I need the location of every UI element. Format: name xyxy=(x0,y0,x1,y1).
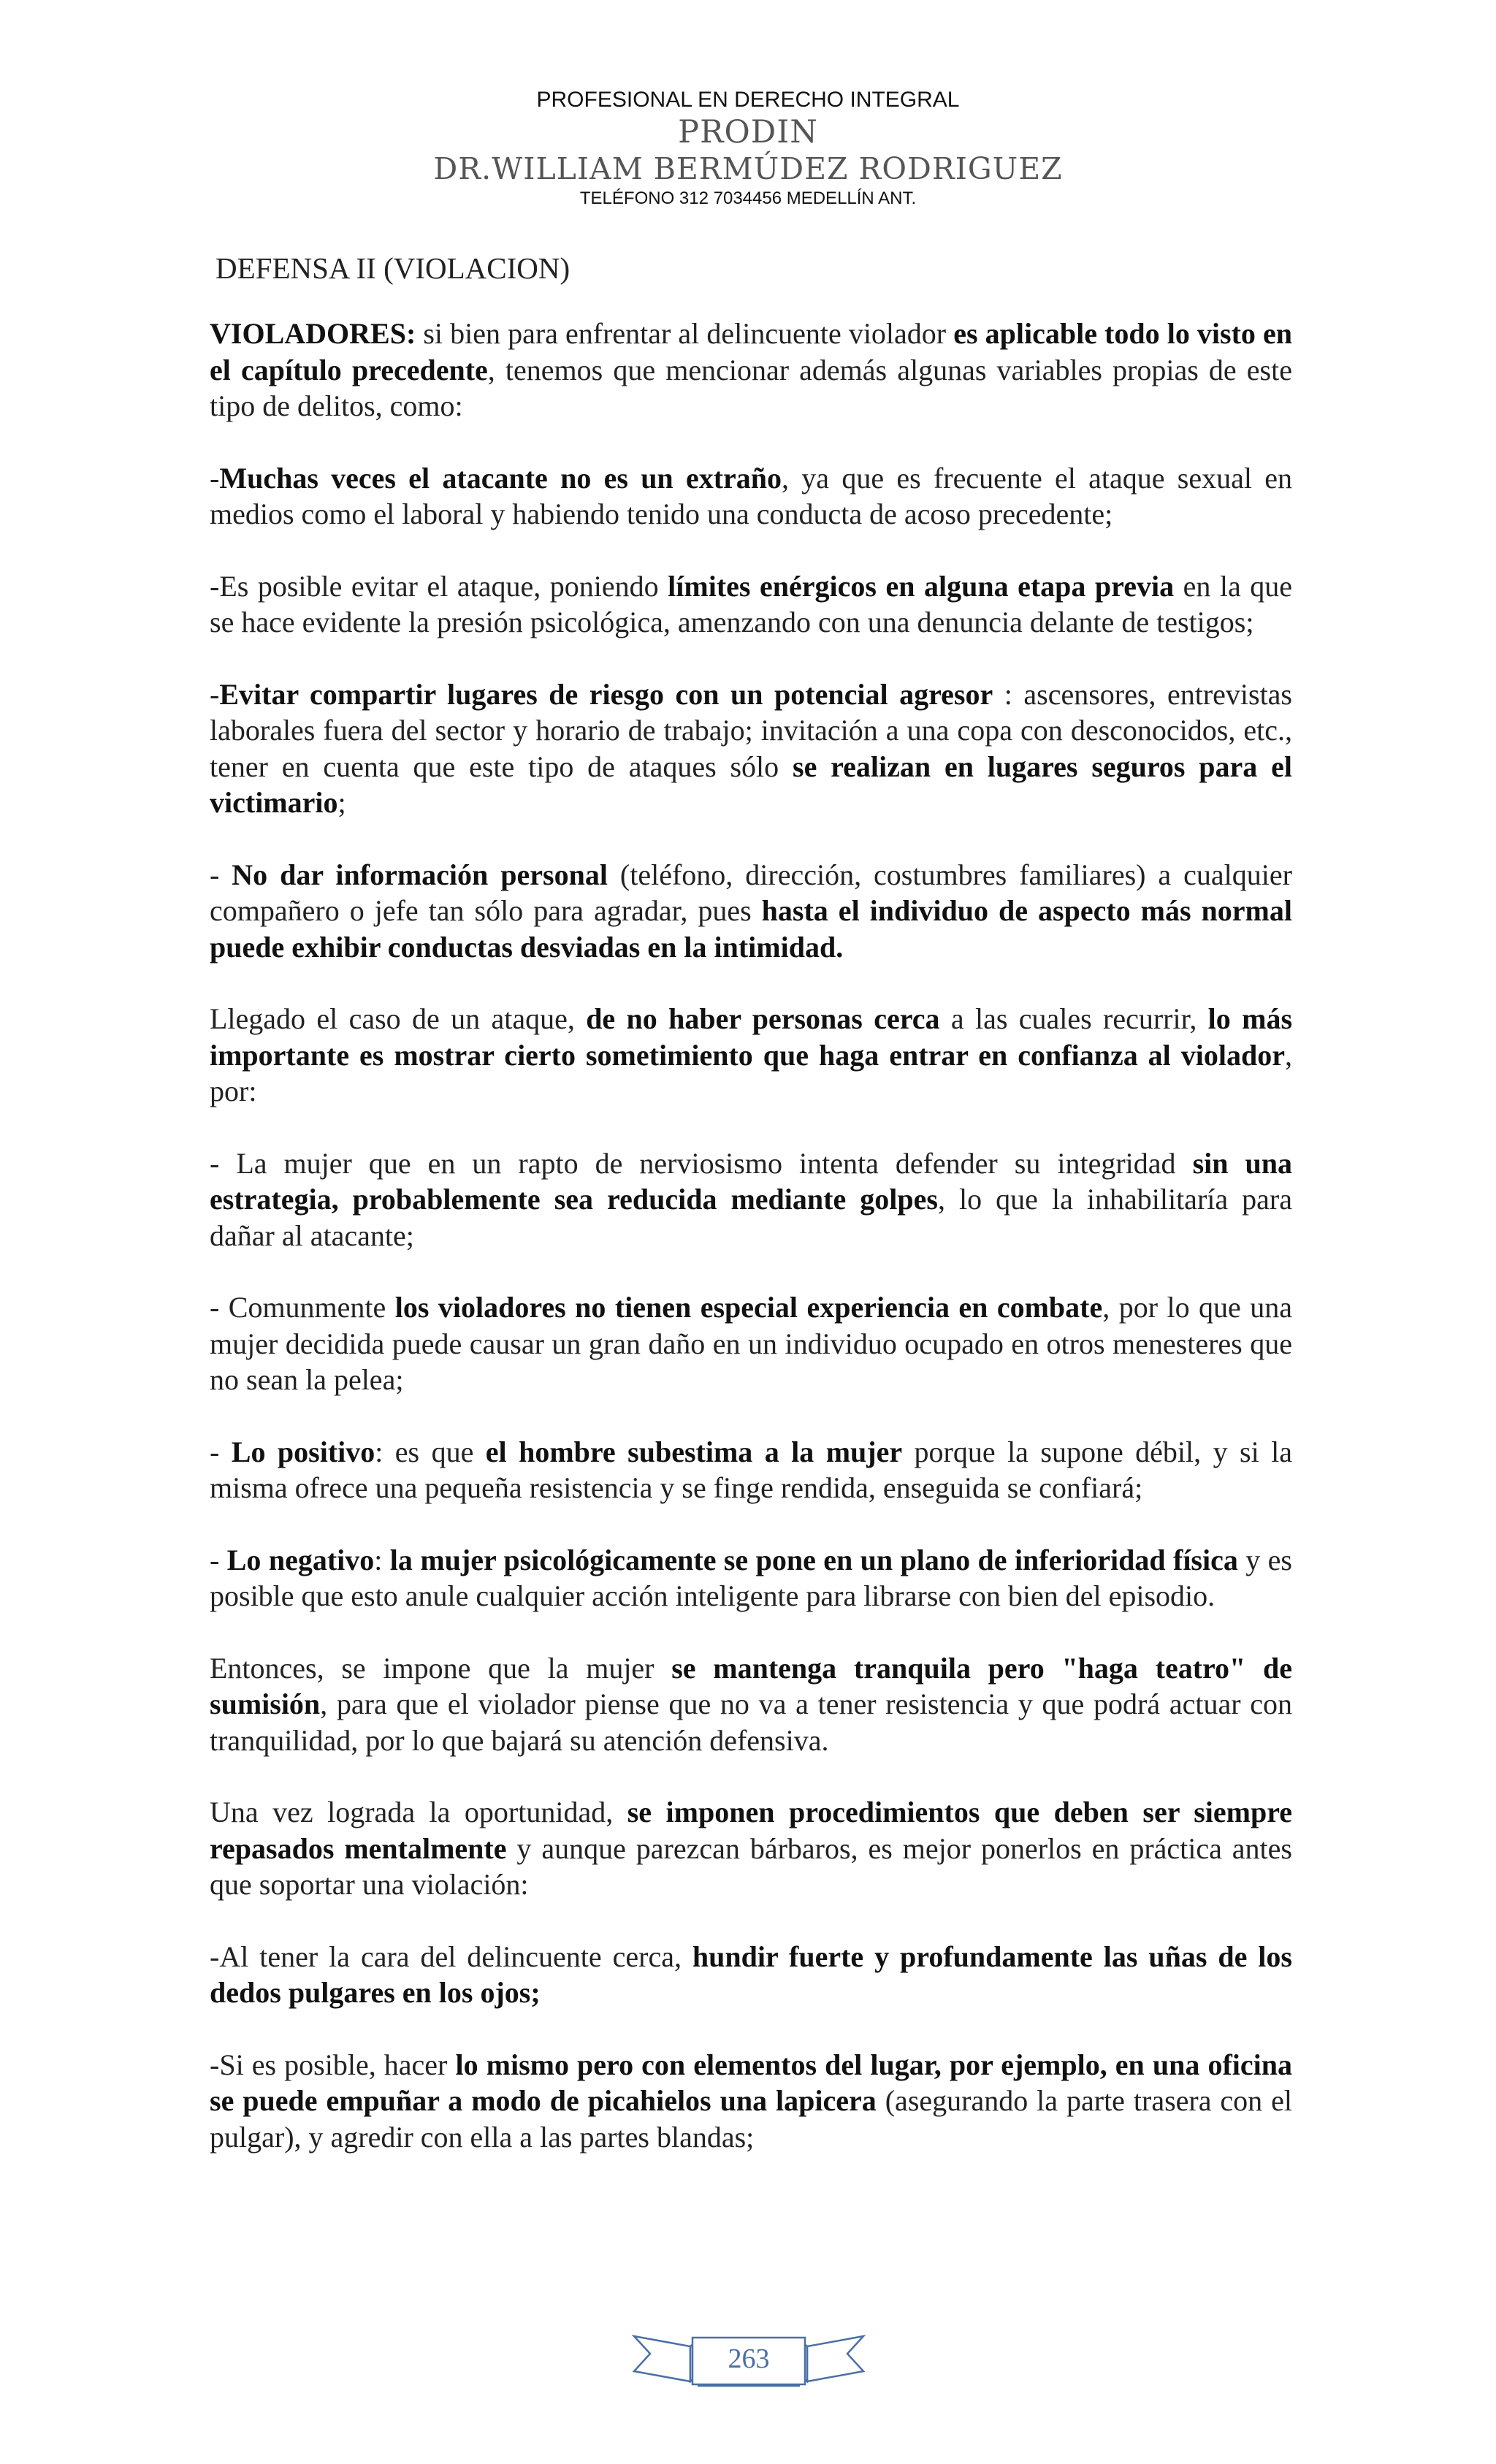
paragraph xyxy=(210,1650,1292,1759)
paragraph xyxy=(210,676,1292,821)
text-run: - xyxy=(210,677,220,711)
text-run: : xyxy=(374,1543,390,1576)
text-run: - Comunmente xyxy=(210,1291,395,1324)
section-title: DEFENSA II (VIOLACION) xyxy=(215,251,570,285)
paragraph xyxy=(210,1794,1292,1903)
text-run: Entonces, se impone que la mujer xyxy=(210,1651,672,1685)
paragraph xyxy=(210,1434,1292,1506)
bold-text: VIOLADORES: xyxy=(210,317,416,350)
document-body xyxy=(210,316,1292,2191)
text-run: (teléfono, dirección, costumbres familiares) a cualquier compañero o jefe tan sólo para agradar, pues xyxy=(210,858,1292,927)
bold-text: Muchas veces el atacante no es un extraño xyxy=(219,461,782,495)
text-run: , ya que es frecuente el ataque sexual en medios como el laboral y habiendo tenido una conducta de acoso precedente; xyxy=(210,461,1292,530)
bold-text: hundir fuerte y profundamente las uñas de los dedos pulgares en los ojos; xyxy=(210,1939,1292,2009)
bold-text: No dar información personal xyxy=(232,858,608,891)
header-author-name: DR.WILLIAM BERMÚDEZ RODRIGUEZ xyxy=(433,151,1063,186)
bold-text: Evitar compartir lugares de riesgo con un potencial agresor xyxy=(219,677,993,711)
paragraph xyxy=(210,1145,1292,1254)
bold-text: límites enérgicos en alguna etapa previa xyxy=(668,569,1175,603)
paragraph xyxy=(210,2047,1292,2156)
bold-text: hasta el individuo de aspecto más normal puede exhibir conductas desviadas en la intimidad. xyxy=(210,894,1292,964)
bold-text: se realizan en lugares seguros para el victimario xyxy=(210,750,1292,819)
bold-text: lo mismo pero con elementos del lugar, por ejemplo, en una oficina se puede empuñar a modo de picahielos una lapicera xyxy=(210,2048,1292,2117)
bold-text: el hombre subestima a la mujer xyxy=(485,1435,903,1468)
text-run: - La mujer que en un rapto de nerviosismo intenta defender su integridad xyxy=(210,1146,1193,1180)
text-run: , para que el violador piense que no va a tener resistencia y que podrá actuar con tranquilidad, por lo que bajará su atención defensiva. xyxy=(210,1687,1292,1757)
bold-text: se imponen procedimientos que deben ser siempre repasados mentalmente xyxy=(210,1796,1292,1865)
text-run: , lo que la inhabilitaría para dañar al atacante; xyxy=(210,1183,1292,1252)
paragraph xyxy=(210,1939,1292,2011)
paragraph xyxy=(210,568,1292,641)
paragraph xyxy=(210,1001,1292,1110)
header-firm-name: PROFESIONAL EN DERECHO INTEGRAL xyxy=(536,88,960,112)
page-header xyxy=(0,86,1496,210)
text-run: ; xyxy=(337,786,346,819)
text-run: , por: xyxy=(210,1038,1292,1107)
bold-text: de no haber personas cerca xyxy=(586,1002,940,1035)
text-run: , por lo que una mujer decidida puede causar un gran daño en un individuo ocupado en otros menesteres que no sean la pelea; xyxy=(210,1291,1292,1396)
text-run: Llegado el caso de un ataque, xyxy=(210,1002,587,1035)
text-run: (asegurando la parte trasera con el pulgar), y agredir con ella a las partes blandas; xyxy=(210,2084,1293,2154)
bold-text: la mujer psicológicamente se pone en un plano de inferioridad física xyxy=(389,1543,1238,1576)
text-run: a las cuales recurrir, xyxy=(939,1002,1208,1035)
text-run: -Es posible evitar el ataque, poniendo xyxy=(210,569,668,603)
page-number: 263 xyxy=(728,2343,770,2374)
text-run: , tenemos que mencionar además algunas variables propias de este tipo de delitos, como: xyxy=(210,353,1292,422)
bold-text: Lo positivo xyxy=(231,1435,375,1468)
paragraph xyxy=(210,857,1292,966)
paragraph xyxy=(210,1289,1292,1398)
text-run: -Si es posible, hacer xyxy=(210,2048,456,2081)
text-run: en la que se hace evidente la presión psicológica, amenzando con una denuncia delante de testigos; xyxy=(210,569,1293,638)
bold-text: los violadores no tienen especial experiencia en combate xyxy=(394,1291,1103,1324)
paragraph xyxy=(210,1542,1292,1614)
text-run: -Al tener la cara del delincuente cerca, xyxy=(210,1939,692,1973)
text-run: : es que xyxy=(375,1435,486,1468)
text-run: si bien para enfrentar al delincuente violador xyxy=(416,317,954,350)
text-run: : ascensores, entrevistas laborales fuera del sector y horario de trabajo; invitación a una copa con desconocidos, etc., tener en cuenta que este tipo de ataques sólo xyxy=(210,677,1293,783)
text-run: - xyxy=(210,1543,227,1576)
bold-text: lo más importante es mostrar cierto sometimiento que haga entrar en confianza al violador xyxy=(210,1002,1293,1072)
bold-text: es aplicable todo lo visto en el capítulo precedente xyxy=(210,317,1293,386)
paragraph xyxy=(210,460,1292,533)
page-number-banner xyxy=(628,2324,869,2398)
text-run: y aunque parezcan bárbaros, es mejor ponerlos en práctica antes que soportar una violación: xyxy=(210,1831,1292,1901)
text-run: y es posible que esto anule cualquier acción inteligente para librarse con bien del episodio. xyxy=(210,1543,1293,1612)
text-run: - xyxy=(210,1435,232,1468)
text-run: porque la supone débil, y si la misma ofrece una pequeña resistencia y se finge rendida, enseguida se confiará; xyxy=(210,1435,1292,1504)
text-run: - xyxy=(210,461,220,495)
text-run: - xyxy=(210,858,232,891)
paragraph xyxy=(210,316,1292,424)
bold-text: sin una estrategia, probablemente sea reducida mediante golpes xyxy=(210,1146,1293,1216)
text-run: Una vez lograda la oportunidad, xyxy=(210,1796,627,1828)
bold-text: Lo negativo xyxy=(226,1543,375,1576)
header-contact: TELÉFONO 312 7034456 MEDELLÍN ANT. xyxy=(579,188,917,208)
header-acronym: PRODIN xyxy=(678,114,818,150)
bold-text: se mantenga tranquila pero "haga teatro" de sumisión xyxy=(210,1651,1292,1720)
